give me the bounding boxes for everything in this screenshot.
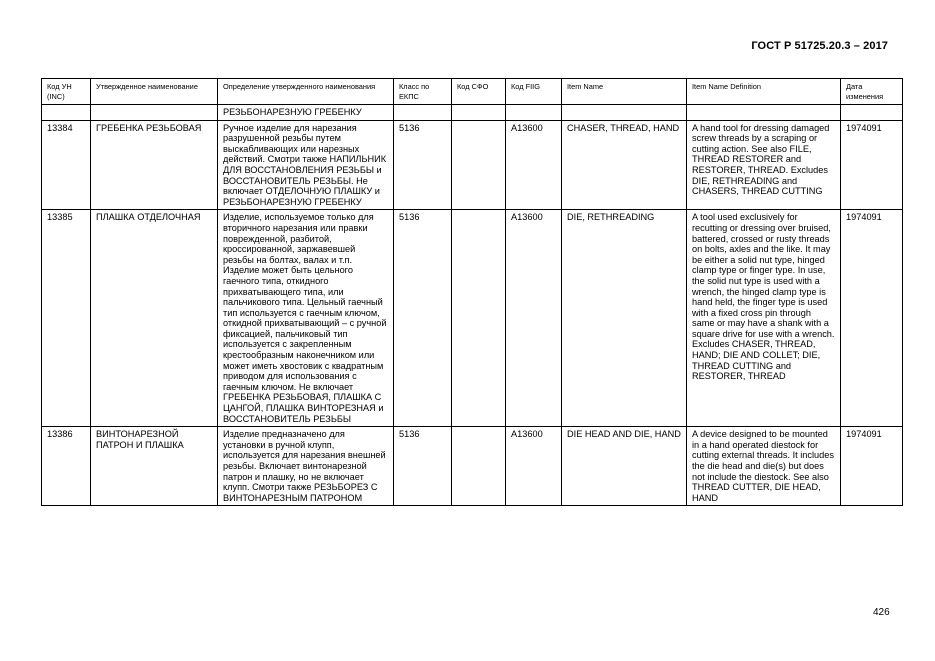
cell-item-definition: A device designed to be mounted in a hand operated diestock for cutting external threads. It includes the die head and die(s) but does not include the diestock. See also THREAD CUTTER, DIE HEAD, HAND xyxy=(687,427,841,506)
table-header-row xyxy=(42,79,903,105)
cell-definition: Изделие, используемое только для вторичного нарезания или правки поврежденной, разбитой, кроссированной, заржавевшей резьбы на болтах, валах и т.п. Изделие может быть цельного гаечного типа, откидного прихватывающего типа, или пальчикового типа. Цельный гаечный тип используется с гаечным ключом, откидной прихватывающий – с ручной фиксацией, пальчиковый тип используется с закрепленным крестообразным наконечником или может иметь хвостовик с квадратным приводом для использования с гаечным ключом. Не включает ГРЕБЕНКА РЕЗЬБОВАЯ, ПЛАШКА С ЦАНГОЙ, ПЛАШКА ВИНТОРЕЗНАЯ и ВОССТАНОВИТЕЛЬ РЕЗЬБЫ xyxy=(218,210,394,427)
column-header-ekps: Класс по ЕКПС xyxy=(394,79,452,105)
cell-item-name: CHASER, THREAD, HAND xyxy=(562,120,687,210)
nomenclature-table xyxy=(41,78,903,506)
cell-ekps: 5136 xyxy=(394,427,452,506)
cell-inc: 13386 xyxy=(42,427,91,506)
cell-inc: 13384 xyxy=(42,120,91,210)
cell-definition: Ручное изделие для нарезания разрушенной резьбы путем выскабливающих или нарезных действий. Смотри также НАПИЛЬНИК ДЛЯ ВОССТАНОВЛЕНИЯ РЕЗЬБЫ и ВОССТАНОВИТЕЛЬ РЕЗЬБЫ. Не включает ОТДЕЛОЧНУЮ ПЛАШКУ и РЕЗЬБОНАРЕЗНУЮ ГРЕБЕНКУ xyxy=(218,120,394,210)
column-header-date: Дата изменения xyxy=(841,79,903,105)
page-number: 426 xyxy=(873,607,890,618)
table-row xyxy=(42,120,903,210)
cell-fiig: A13600 xyxy=(506,120,562,210)
cell-item-name: DIE, RETHREADING xyxy=(562,210,687,427)
cell-definition: Изделие предназначено для установки в ручной клупп, используется для нарезания внешней резьбы. Включает винтонарезной патрон и плашку, но не включает клупп. Смотри также РЕЗЬБОРЕЗ С ВИНТОНАРЕЗНЫМ ПАТРОНОМ xyxy=(218,427,394,506)
column-header-sfo: Код СФО xyxy=(452,79,506,105)
column-header-item-definition: Item Name Definition xyxy=(687,79,841,105)
column-header-definition: Определение утвержденного наименования xyxy=(218,79,394,105)
cell-fiig: A13600 xyxy=(506,210,562,427)
cell-sfo xyxy=(452,120,506,210)
column-header-inc: Код УН (INC) xyxy=(42,79,91,105)
cell-name: ГРЕБЕНКА РЕЗЬБОВАЯ xyxy=(91,120,218,210)
cell-date: 1974091 xyxy=(841,120,903,210)
cell-inc: 13385 xyxy=(42,210,91,427)
cell-name: ВИНТОНАРЕЗНОЙ ПАТРОН И ПЛАШКА xyxy=(91,427,218,506)
column-header-fiig: Код FIIG xyxy=(506,79,562,105)
cell-sfo xyxy=(452,427,506,506)
table-row xyxy=(42,427,903,506)
cell-date: 1974091 xyxy=(841,427,903,506)
column-header-item-name: Item Name xyxy=(562,79,687,105)
cell-item-definition: A hand tool for dressing damaged screw threads by a scraping or cutting action. See also FILE, THREAD RESTORER and RESTORER, THREAD. Excludes DIE, RETHREADING and CHASERS, THREAD CUTTING xyxy=(687,120,841,210)
cell-name: ПЛАШКА ОТДЕЛОЧНАЯ xyxy=(91,210,218,427)
column-header-name: Утвержденное наименование xyxy=(91,79,218,105)
cell-item-name: DIE HEAD AND DIE, HAND xyxy=(562,427,687,506)
document-code: ГОСТ Р 51725.20.3 – 2017 xyxy=(751,40,888,52)
continuation-text: РЕЗЬБОНАРЕЗНУЮ ГРЕБЕНКУ xyxy=(218,105,394,121)
table-row xyxy=(42,210,903,427)
cell-item-definition: A tool used exclusively for recutting or dressing over bruised, battered, crossed or rusty threads on bolts, axles and the like. It may be either a solid nut type, hinged clamp type or finger type. In use, the solid nut type is used with a wrench, the hinged clamp type is hand held, the finger type is used with a fixed cross pin through same or may have a shank with a square drive for use with a wrench. Excludes CHASER, THREAD, HAND; DIE AND COLLET; DIE, THREAD CUTTING and RESTORER, THREAD xyxy=(687,210,841,427)
cell-date: 1974091 xyxy=(841,210,903,427)
cell-fiig: A13600 xyxy=(506,427,562,506)
cell-ekps: 5136 xyxy=(394,210,452,427)
continuation-row xyxy=(42,105,903,121)
cell-ekps: 5136 xyxy=(394,120,452,210)
cell-sfo xyxy=(452,210,506,427)
